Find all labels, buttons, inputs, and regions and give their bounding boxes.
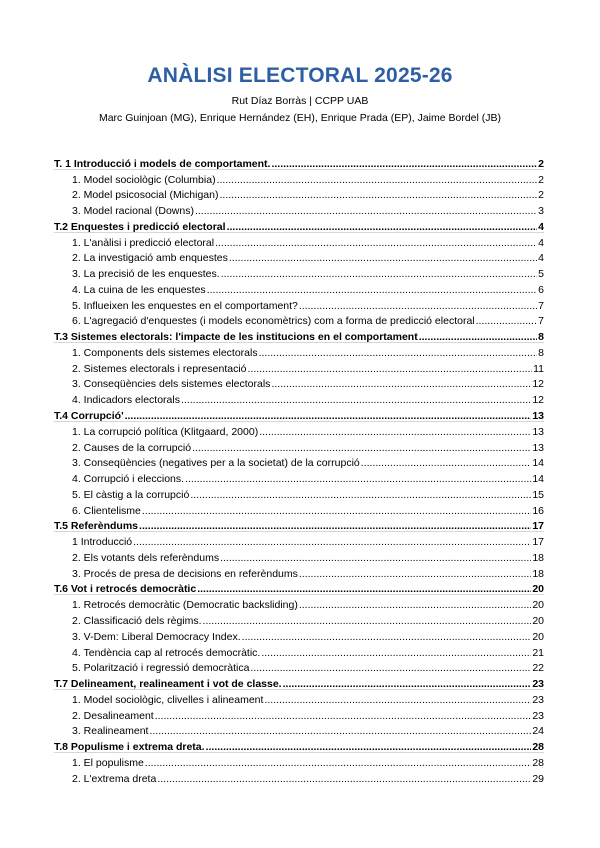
toc-page-number: 16	[532, 504, 544, 517]
toc-entry-title: 1. Retrocés democràtic (Democratic backsliding)	[72, 599, 298, 612]
toc-page-number: 8	[538, 331, 544, 344]
toc-page-number: 8	[538, 346, 544, 359]
toc-dot-leader	[155, 710, 532, 722]
toc-section-entry[interactable]	[54, 390, 544, 406]
toc-dot-leader	[419, 331, 537, 343]
toc-page-number: 17	[532, 520, 544, 533]
toc-section-entry[interactable]	[54, 769, 544, 785]
toc-entry-title: 2. Classificació dels règims.	[72, 614, 202, 627]
toc-chapter-entry[interactable]	[54, 737, 544, 753]
toc-section-entry[interactable]	[54, 722, 544, 738]
toc-entry-title: 1. L'anàlisi i predicció electoral	[72, 236, 215, 249]
toc-entry-title: 2. Model psicosocial (Michigan)	[72, 189, 219, 202]
toc-dot-leader	[217, 174, 538, 186]
toc-chapter-entry[interactable]	[54, 327, 544, 343]
toc-dot-leader	[149, 725, 531, 737]
toc-section-entry[interactable]	[54, 233, 544, 249]
toc-entry-title: 4. Tendència cap al retrocés democràtic.	[72, 646, 261, 659]
toc-section-entry[interactable]	[54, 422, 544, 438]
toc-page-number: 18	[532, 567, 544, 580]
toc-entry-title: 6. L'agregació d'enquestes (i models economètrics) com a forma de predicció electoral	[72, 315, 475, 328]
toc-dot-leader	[133, 536, 531, 548]
toc-dot-leader	[229, 252, 537, 264]
toc-section-entry[interactable]	[54, 343, 544, 359]
toc-section-entry[interactable]	[54, 438, 544, 454]
toc-page-number: 6	[538, 283, 544, 296]
toc-chapter-entry[interactable]	[54, 217, 544, 233]
author-line: Rut Díaz Borràs | CCPP UAB	[231, 95, 369, 107]
toc-entry-title: 3. V-Dem: Liberal Democracy Index.	[72, 630, 241, 643]
toc-section-entry[interactable]	[54, 706, 544, 722]
toc-dot-leader	[197, 583, 531, 595]
toc-section-entry[interactable]	[54, 485, 544, 501]
toc-page-number: 28	[532, 741, 544, 754]
toc-dot-leader	[283, 678, 532, 690]
toc-section-entry[interactable]	[54, 564, 544, 580]
toc-dot-leader	[227, 221, 538, 233]
toc-dot-leader	[271, 378, 531, 390]
toc-dot-leader	[220, 552, 531, 564]
toc-dot-leader	[242, 631, 532, 643]
toc-entry-title: 4. Corrupció i eleccions.	[72, 473, 185, 486]
toc-page-number: 11	[533, 362, 544, 375]
document-title: ANÀLISI ELECTORAL 2025-26	[147, 64, 453, 87]
toc-page-number: 17	[532, 536, 544, 549]
toc-entry-title: 2. Causes de la corrupció	[72, 441, 192, 454]
toc-dot-leader	[299, 300, 537, 312]
toc-dot-leader	[139, 520, 531, 532]
toc-page-number: 23	[532, 693, 544, 706]
toc-chapter-entry[interactable]	[54, 154, 544, 170]
toc-page-number: 23	[532, 709, 544, 722]
toc-section-entry[interactable]	[54, 548, 544, 564]
toc-page-number: 21	[532, 646, 544, 659]
toc-page-number: 24	[532, 725, 544, 738]
toc-dot-leader	[259, 426, 531, 438]
toc-section-entry[interactable]	[54, 375, 544, 391]
toc-section-entry[interactable]	[54, 170, 544, 186]
toc-dot-leader	[192, 442, 531, 454]
toc-section-entry[interactable]	[54, 249, 544, 265]
toc-section-entry[interactable]	[54, 595, 544, 611]
toc-page-number: 7	[538, 315, 544, 328]
toc-entry-title: 1. El populisme	[72, 756, 144, 769]
toc-entry-title: 6. Clientelisme	[72, 504, 141, 517]
toc-page-number: 7	[538, 299, 544, 312]
toc-dot-leader	[264, 694, 531, 706]
toc-section-entry[interactable]	[54, 643, 544, 659]
toc-section-entry[interactable]	[54, 280, 544, 296]
toc-chapter-entry[interactable]	[54, 406, 544, 422]
toc-section-entry[interactable]	[54, 186, 544, 202]
toc-page-number: 14	[532, 473, 544, 486]
toc-page-number: 18	[532, 551, 544, 564]
toc-page-number: 4	[538, 236, 544, 249]
toc-section-entry[interactable]	[54, 659, 544, 675]
toc-entry-title: T.2 Enquestes i predicció electoral	[54, 220, 226, 233]
toc-entry-title: T. 1 Introducció i models de comportament.	[54, 157, 271, 170]
toc-page-number: 20	[532, 630, 544, 643]
toc-entry-title: 3. La precisió de les enquestes.	[72, 268, 220, 281]
toc-entry-title: 3. Conseqüències (negatives per a la societat) de la corrupció	[72, 457, 360, 470]
toc-entry-title: 3. Conseqüències dels sistemes electorals	[72, 378, 271, 391]
toc-dot-leader	[219, 189, 537, 201]
toc-page-number: 29	[532, 772, 544, 785]
toc-entry-title: 2. Els votants dels referèndums	[72, 551, 220, 564]
table-of-contents	[54, 154, 544, 785]
toc-page-number: 23	[532, 678, 544, 691]
toc-dot-leader	[476, 315, 538, 327]
toc-page-number: 15	[532, 488, 544, 501]
toc-dot-leader	[181, 394, 531, 406]
toc-chapter-entry[interactable]	[54, 674, 544, 690]
toc-dot-leader	[185, 473, 531, 485]
toc-entry-title: 5. Influeixen les enquestes en el comportament?	[72, 299, 298, 312]
toc-entry-title: 2. Sistemes electorals i representació	[72, 362, 247, 375]
toc-dot-leader	[145, 757, 532, 769]
toc-entry-title: T.4 Corrupció'	[54, 410, 124, 423]
toc-dot-leader	[157, 773, 531, 785]
toc-page-number: 2	[538, 173, 544, 186]
toc-section-entry[interactable]	[54, 627, 544, 643]
toc-page-number: 12	[532, 394, 544, 407]
toc-page-number: 4	[538, 220, 544, 233]
toc-section-entry[interactable]	[54, 501, 544, 517]
toc-dot-leader	[261, 647, 531, 659]
toc-entry-title: 5. El càstig a la corrupció	[72, 488, 190, 501]
toc-page-number: 4	[538, 252, 544, 265]
toc-page-number: 2	[538, 189, 544, 202]
contributors-line: Marc Guinjoan (MG), Enrique Hernández (EH), Enrique Prada (EP), Jaime Bordel (JB)	[98, 112, 502, 124]
toc-page-number: 20	[532, 614, 544, 627]
toc-page-number: 20	[532, 599, 544, 612]
toc-entry-title: 3. Procés de presa de decisions en referèndums	[72, 567, 298, 580]
toc-section-entry[interactable]	[54, 753, 544, 769]
toc-entry-title: 4. Indicadors electorals	[72, 394, 180, 407]
toc-page-number: 13	[532, 425, 544, 438]
toc-page-number: 13	[532, 441, 544, 454]
toc-dot-leader	[299, 568, 531, 580]
toc-entry-title: T.8 Populisme i extrema dreta.	[54, 741, 205, 754]
toc-entry-title: T.3 Sistemes electorals: l'impacte de les institucions en el comportament	[54, 331, 418, 344]
toc-dot-leader	[361, 457, 532, 469]
toc-page-number: 5	[538, 268, 544, 281]
toc-dot-leader	[215, 237, 537, 249]
toc-dot-leader	[195, 205, 537, 217]
toc-dot-leader	[250, 662, 531, 674]
toc-page-number: 12	[532, 378, 544, 391]
toc-page-number: 22	[532, 662, 544, 675]
toc-page-number: 13	[532, 410, 544, 423]
toc-section-entry[interactable]	[54, 201, 544, 217]
toc-dot-leader	[248, 363, 533, 375]
toc-entry-title: 2. Desalineament	[72, 709, 154, 722]
toc-dot-leader	[206, 741, 532, 753]
toc-dot-leader	[207, 284, 537, 296]
toc-section-entry[interactable]	[54, 454, 544, 470]
toc-dot-leader	[142, 505, 531, 517]
toc-section-entry[interactable]	[54, 312, 544, 328]
toc-page-number: 2	[538, 157, 544, 170]
toc-dot-leader	[271, 158, 537, 170]
toc-entry-title: 1. Components dels sistemes electorals	[72, 346, 258, 359]
toc-entry-title: 3. Realineament	[72, 725, 149, 738]
toc-dot-leader	[203, 615, 532, 627]
toc-page-number: 20	[532, 583, 544, 596]
toc-dot-leader	[190, 489, 531, 501]
toc-entry-title: 1. Model sociològic (Columbia)	[72, 173, 216, 186]
toc-section-entry[interactable]	[54, 469, 544, 485]
toc-section-entry[interactable]	[54, 690, 544, 706]
toc-entry-title: 2. L'extrema dreta	[72, 772, 157, 785]
toc-entry-title: 3. Model racional (Downs)	[72, 205, 194, 218]
toc-section-entry[interactable]	[54, 532, 544, 548]
toc-entry-title: 1. La corrupció política (Klitgaard, 2000)	[72, 425, 259, 438]
toc-chapter-entry[interactable]	[54, 517, 544, 533]
toc-entry-title: 1. Model sociològic, clivelles i alineament	[72, 693, 264, 706]
toc-section-entry[interactable]	[54, 611, 544, 627]
toc-section-entry[interactable]	[54, 359, 544, 375]
toc-entry-title: 1 Introducció	[72, 536, 133, 549]
toc-entry-title: T.6 Vot i retrocés democràtic	[54, 583, 197, 596]
toc-dot-leader	[125, 410, 532, 422]
toc-dot-leader	[299, 599, 531, 611]
toc-entry-title: T.7 Delineament, realineament i vot de classe.	[54, 678, 282, 691]
toc-page-number: 14	[532, 457, 544, 470]
toc-entry-title: 5. Polarització i regressió democràtica	[72, 662, 250, 675]
toc-section-entry[interactable]	[54, 264, 544, 280]
toc-page-number: 3	[538, 205, 544, 218]
toc-chapter-entry[interactable]	[54, 580, 544, 596]
toc-dot-leader	[259, 347, 538, 359]
toc-entry-title: 4. La cuina de les enquestes	[72, 283, 206, 296]
toc-dot-leader	[221, 268, 537, 280]
toc-entry-title: 2. La investigació amb enquestes	[72, 252, 228, 265]
toc-page-number: 28	[532, 756, 544, 769]
toc-section-entry[interactable]	[54, 296, 544, 312]
toc-entry-title: T.5 Referèndums	[54, 520, 139, 533]
